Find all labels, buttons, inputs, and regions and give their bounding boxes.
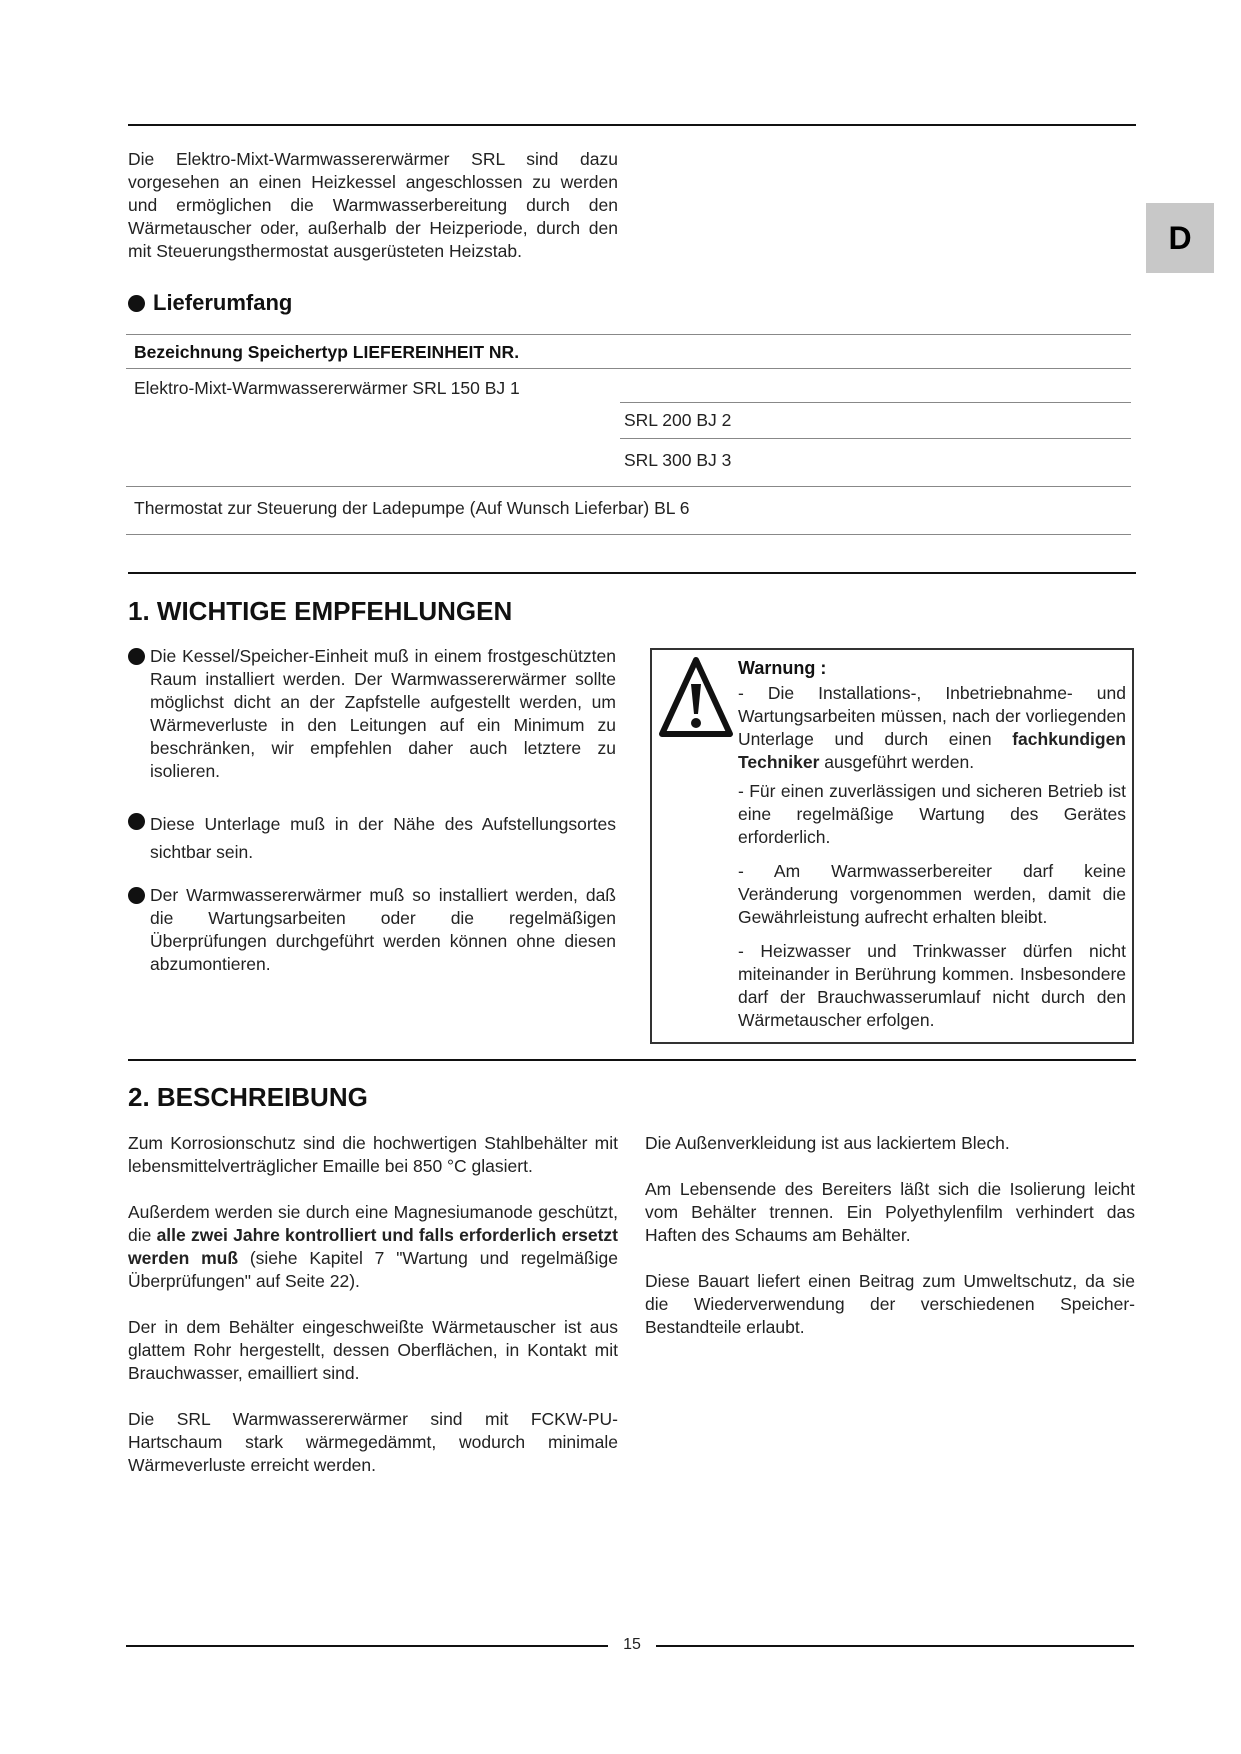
list-item [128,810,616,866]
table-line [126,486,1131,487]
warning-paragraph: - Heizwasser und Trinkwasser dürfen nicht miteinander in Berührung kommen. Insbesondere darf der Brauchwasserumlauf nicht durch den Wärmetauscher erfolgen. [738,941,1126,1030]
description-text: Außerdem werden sie durch eine Magnesiumanode geschützt, die [128,1202,618,1245]
table-row: SRL 200 BJ 2 [624,410,732,430]
warning-paragraph: - Am Warmwasserbereiter darf keine Veränderung vorgenommen werden, damit die Gewährleistung aufrecht erhalten bleibt. [738,861,1126,927]
list-item [128,645,616,783]
table-line [620,402,1131,403]
description-text: (siehe Kapitel 7 "Wartung und regelmäßige Überprüfungen" auf Seite 22). [128,1248,618,1291]
list-item-text: Die Kessel/Speicher-Einheit muß in einem frostgeschützten Raum installiert werden. Der Warmwassererwärmer sollte möglichst dicht an der Zapfstelle aufgestellt werden, um Wärmeverluste in den Leitungen auf ein Minimum zu beschränken, wir empfehlen daher auch letztere zu isolieren. [150,646,616,781]
warning-text: ausgeführt werden. [819,752,975,772]
description-paragraph: Am Lebensende des Bereiters läßt sich die Isolierung leicht vom Behälter trennen. Ein Polyethylenfilm verhindert das Haften des Schaums am Behälter. [645,1179,1135,1245]
table-line [620,438,1131,439]
table-row: Elektro-Mixt-Warmwassererwärmer SRL 150 BJ 1 [134,378,520,398]
warning-paragraph [738,682,1126,774]
top-rule [128,124,1136,126]
description-paragraph: Die SRL Warmwassererwärmer sind mit FCKW-PU-Hartschaum stark wärmegedämmt, wodurch minimale Wärmeverluste erreicht werden. [128,1409,618,1475]
warning-bold: fachkundigen Techniker [738,729,1126,772]
section-2-title: 2. BESCHREIBUNG [128,1082,368,1112]
lieferumfang-heading [128,290,292,316]
description-right-column [645,1132,1135,1362]
bullet-icon [128,295,145,312]
description-bold: alle zwei Jahre kontrolliert und falls erforderlich ersetzt werden muß [128,1225,618,1268]
bullet-icon [128,813,145,830]
description-paragraph [128,1201,618,1293]
description-paragraph: Der in dem Behälter eingeschweißte Wärmetauscher ist aus glattem Rohr hergestellt, dessen Oberflächen, in Kontakt mit Brauchwasser, emailliert sind. [128,1317,618,1383]
lieferumfang-title: Lieferumfang [153,290,293,315]
section-rule [128,572,1136,574]
description-paragraph: Zum Korrosionschutz sind die hochwertigen Stahlbehälter mit lebensmittelverträglicher Emaille bei 850 °C glasiert. [128,1133,618,1176]
footer-rule-left [126,1645,608,1647]
warning-title: Warnung : [738,658,827,678]
section-rule [128,1059,1136,1061]
warning-box [650,648,1134,1044]
table-line [126,368,1131,369]
table-row: Thermostat zur Steuerung der Ladepumpe (Auf Wunsch Lieferbar) BL 6 [134,498,690,518]
table-line [126,334,1131,335]
table-row: SRL 300 BJ 3 [624,450,732,470]
table-line [126,534,1131,535]
list-item-text: Diese Unterlage muß in der Nähe des Aufstellungsortes sichtbar sein. [150,814,616,862]
footer-rule-right [656,1645,1134,1647]
warning-text: - Die Installations-, Inbetriebnahme- und Wartungsarbeiten müssen, nach der vorliegenden Unterlage und durch einen [738,683,1126,749]
page-number: 15 [623,1636,641,1653]
warning-paragraph: - Für einen zuverlässigen und sicheren Betrieb ist eine regelmäßige Wartung des Gerätes erforderlich. [738,781,1126,847]
description-paragraph: Die Außenverkleidung ist aus lackiertem Blech. [645,1133,1010,1153]
table-header: Bezeichnung Speichertyp LIEFEREINHEIT NR. [134,342,520,362]
bullet-icon [128,887,145,904]
list-item-text: Der Warmwassererwärmer muß so installiert werden, daß die Wartungsarbeiten oder die regelmäßigen Überprüfungen durchgeführt werden können ohne diesen abzumontieren. [150,885,616,974]
description-left-column [128,1132,618,1500]
warning-icon [658,654,734,740]
language-tab: D [1146,203,1214,273]
list-item [128,884,616,976]
section-1-title: 1. WICHTIGE EMPFEHLUNGEN [128,596,513,626]
bullet-icon [128,648,145,665]
intro-paragraph: Die Elektro-Mixt-Warmwassererwärmer SRL sind dazu vorgesehen an einen Heizkessel angeschlossen zu werden und ermöglichen die Warmwasserbereitung durch den Wärmetauscher oder, außerhalb der Heizperiode, durch den mit Steuerungsthermostat ausgerüsteten Heizstab. [128,149,618,261]
description-paragraph: Diese Bauart liefert einen Beitrag zum Umweltschutz, da sie die Wiederverwendung der verschiedenen Speicher-Bestandteile erlaubt. [645,1271,1135,1337]
